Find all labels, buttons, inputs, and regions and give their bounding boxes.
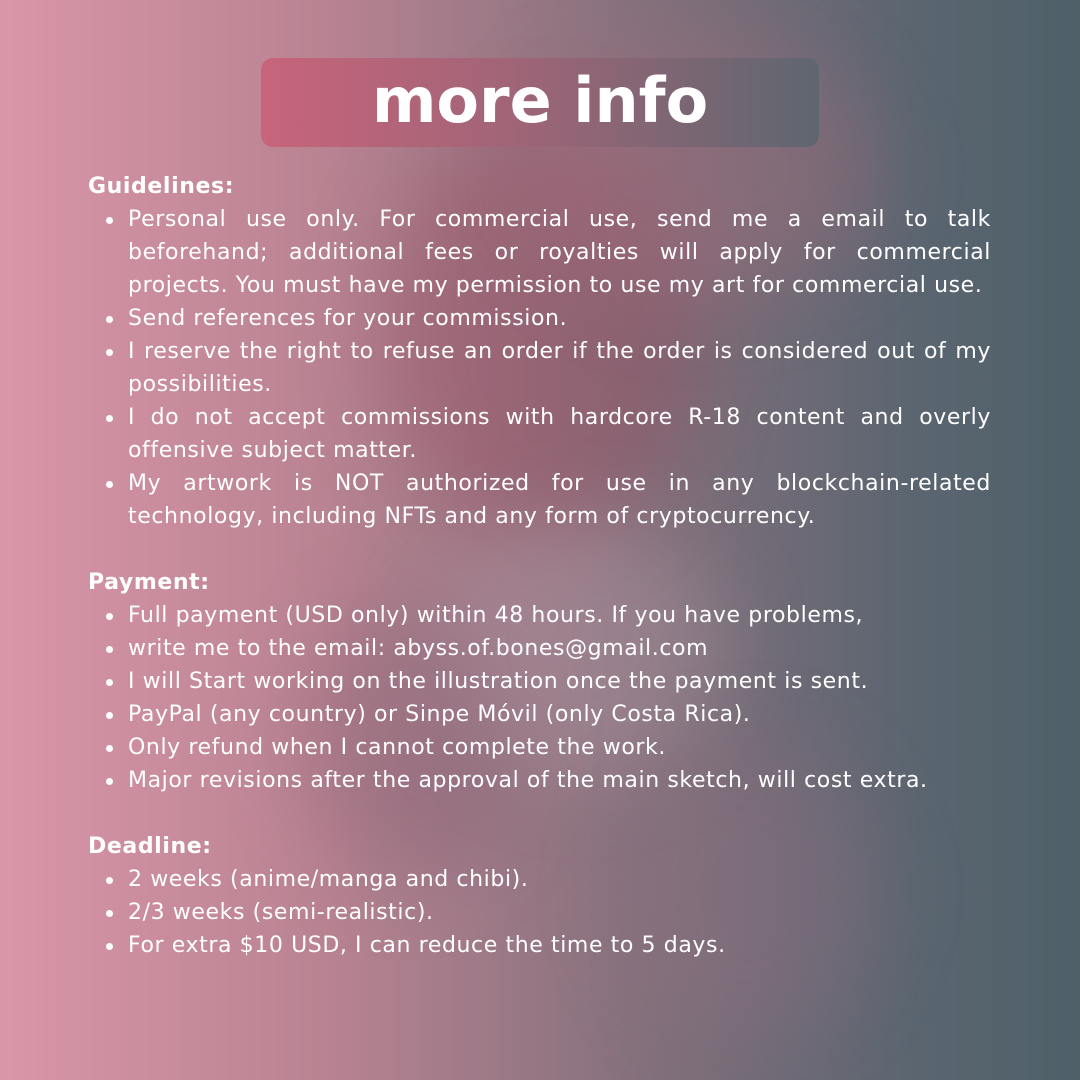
list-item: write me to the email: abyss.of.bones@gmail.com — [88, 632, 991, 665]
section-spacer — [88, 533, 991, 566]
guidelines-section — [88, 170, 991, 533]
section-heading: Guidelines: — [88, 174, 235, 199]
deadline-section — [88, 830, 991, 962]
section-spacer — [88, 797, 991, 830]
info-content — [88, 170, 991, 962]
title-banner — [261, 58, 819, 147]
list-item: Personal use only. For commercial use, send me a email to talk beforehand; additional fees or royalties will apply for commercial projects. You must have my permission to use my art for commercial use. — [88, 203, 991, 302]
list-item: My artwork is NOT authorized for use in any blockchain-related technology, including NFTs and any form of cryptocurrency. — [88, 467, 991, 533]
guidelines-list — [88, 203, 991, 533]
list-item: Full payment (USD only) within 48 hours. If you have problems, — [88, 599, 991, 632]
list-item: For extra $10 USD, I can reduce the time to 5 days. — [88, 929, 991, 962]
list-item: PayPal (any country) or Sinpe Móvil (only Costa Rica). — [88, 698, 991, 731]
list-item: 2 weeks (anime/manga and chibi). — [88, 863, 991, 896]
page-title: more info — [371, 63, 709, 137]
section-heading: Deadline: — [88, 834, 212, 859]
list-item: I do not accept commissions with hardcore R-18 content and overly offensive subject matter. — [88, 401, 991, 467]
list-item: Major revisions after the approval of the main sketch, will cost extra. — [88, 764, 991, 797]
section-heading: Payment: — [88, 570, 210, 595]
list-item: I will Start working on the illustration once the payment is sent. — [88, 665, 991, 698]
deadline-list — [88, 863, 991, 962]
payment-section — [88, 566, 991, 797]
list-item: Send references for your commission. — [88, 302, 991, 335]
list-item: I reserve the right to refuse an order if the order is considered out of my possibilities. — [88, 335, 991, 401]
payment-list — [88, 599, 991, 797]
list-item: Only refund when I cannot complete the work. — [88, 731, 991, 764]
list-item: 2/3 weeks (semi-realistic). — [88, 896, 991, 929]
